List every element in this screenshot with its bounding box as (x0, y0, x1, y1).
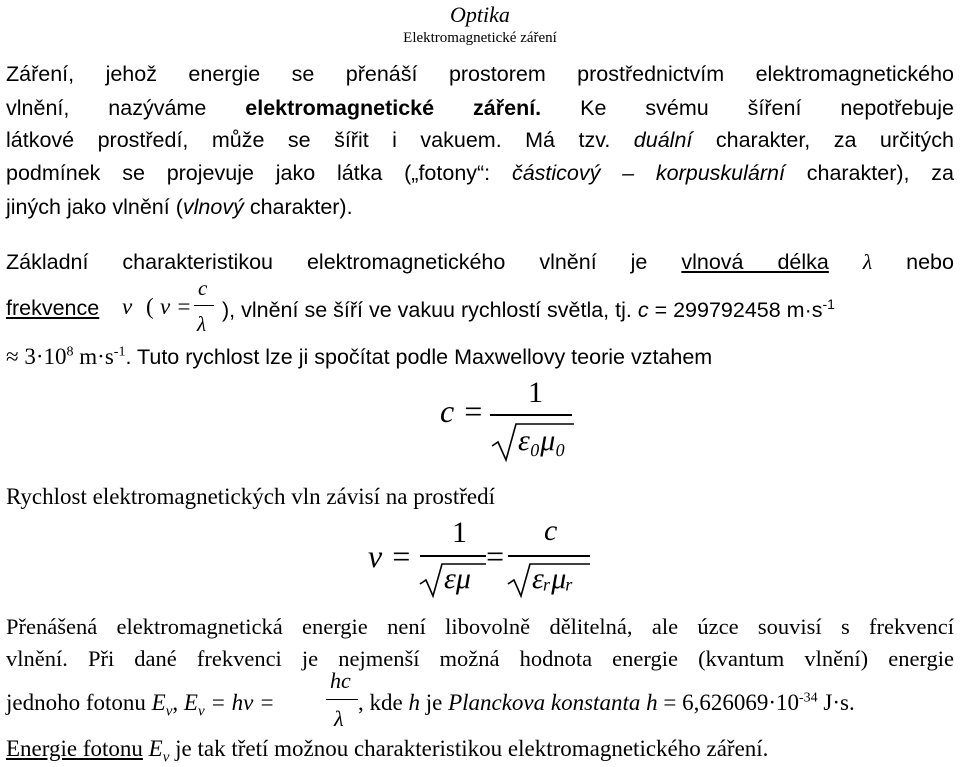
frac-denominator-lambda: λ (197, 312, 207, 336)
frac-denominator-lambda: λ (334, 706, 344, 731)
frac-numerator-c: c (198, 276, 208, 300)
p4-line-4 (6, 736, 768, 767)
p2-text: nebo (906, 250, 954, 274)
p4-line-2: vlnění. Při dané frekvenci je nejmenší možná hodnota energie (kvantum vlnění) energie (6, 646, 954, 671)
p1-line-3 (6, 128, 954, 153)
p1-text: podmínek se projevuje jako látka („fotony“: (6, 161, 491, 185)
exponent: -34 (798, 690, 818, 706)
h-symbol: h (646, 690, 658, 715)
exponent: 8 (66, 344, 74, 360)
eq2-numerator-1: 1 (452, 516, 467, 549)
p1-text: vlnění, nazýváme (6, 96, 207, 120)
frac-numerator-hc: hc (330, 668, 351, 693)
h-symbol: h (408, 690, 420, 715)
approx-symbol: ≈ (6, 344, 19, 369)
p1-italic-term: částicový – korpuskulární (511, 161, 785, 185)
nu-subscript: ν (165, 703, 173, 720)
eq2-numerator-2: c (544, 514, 558, 547)
p4-line-3-b (358, 690, 855, 716)
p1-text: jiných jako vlnění ( (6, 195, 183, 219)
p1-text: charakter, za určitých (715, 128, 954, 152)
planck-constant-label: Planckova konstanta (448, 690, 641, 715)
p2-underlined-term: frekvence (6, 296, 100, 320)
p2-line-2-b (222, 296, 835, 323)
p1-line-2 (6, 96, 954, 121)
eq1-denominator: ε₀μ₀ (518, 424, 566, 457)
p4-text: = 6,626069·10 (663, 690, 799, 715)
p4-text: je (425, 690, 443, 715)
p2-text: . Tuto rychlost lze ji spočítat podle Maxwellovy teorie vztahem (125, 345, 713, 369)
p1-text: Ke svému šíření nepotřebuje (580, 96, 954, 120)
nu-eq: ν = (160, 294, 192, 319)
p4-text: je tak třetí možnou charakteristikou elektromagnetického záření. (175, 736, 769, 761)
fraction-bar (194, 305, 214, 306)
p4-text: , (172, 690, 179, 715)
eq2-fraction-bar-2 (508, 555, 590, 557)
p2-line-1 (6, 250, 954, 275)
p2-text: 3·10 (24, 344, 67, 369)
exponent: -1 (822, 296, 835, 312)
energy-symbol: E (151, 690, 166, 715)
header-title: Optika (450, 2, 510, 27)
p2-text: = 299792458 m·s (654, 298, 823, 323)
eq2-eq: = (484, 538, 506, 574)
nu-subscript: ν (197, 703, 205, 720)
header-subtitle: Elektromagnetické záření (403, 30, 557, 46)
p4-line-1: Přenášená elektromagnetická energie není libovolně dělitelná, ale úzce souvisí s frekvencí (6, 614, 954, 639)
eq2-lhs: v = (368, 538, 412, 574)
p2-line-3 (6, 344, 712, 370)
p2-line-2-a (6, 296, 99, 321)
lambda-symbol: λ (862, 250, 873, 274)
p1-text: charakter), za (806, 161, 954, 185)
p3-line-1: Rychlost elektromagnetických vln závisí na prostředí (6, 484, 495, 509)
p2-text: Základní charakteristikou elektromagnetického vlnění je (6, 250, 648, 274)
energy-formula: = hν = (210, 690, 275, 715)
energy-symbol: E (148, 736, 163, 761)
p4-line-3-a (6, 690, 275, 721)
eq1-numerator: 1 (528, 376, 543, 409)
p4-text: , kde (358, 690, 403, 715)
p4-underlined-term: Energie fotonu (6, 736, 143, 761)
eq1-fraction-bar (490, 414, 572, 416)
p1-italic-term: duální (633, 128, 693, 152)
nu-symbol: ν (122, 294, 133, 319)
p1-line-5 (6, 195, 353, 220)
p4-text: jednoho fotonu (6, 690, 146, 715)
p1-text: charakter). (249, 195, 353, 219)
p2-text: ), vlnění se šíří ve vakuu rychlostí světla, tj. (222, 298, 632, 323)
eq2-fraction-bar-1 (420, 555, 486, 557)
paren-open: ( (146, 294, 154, 319)
energy-symbol: E (183, 690, 198, 715)
p2-underlined-term: vlnová délka (681, 250, 829, 274)
p1-italic-term: vlnový (182, 195, 244, 219)
nu-subscript: ν (162, 749, 170, 766)
exponent: -1 (113, 344, 126, 360)
p2-text: m·s (79, 344, 114, 369)
fraction-bar (326, 699, 358, 700)
eq2-denominator-2: εᵣμᵣ (532, 562, 574, 595)
p1-text: látkové prostředí, může se šířit i vakuem. Má tzv. (6, 128, 611, 152)
p4-text: J·s. (823, 690, 855, 715)
p1-line-4 (6, 161, 954, 186)
c-symbol: c (637, 298, 649, 323)
p1-bold-term: elektromagnetické záření. (245, 96, 542, 120)
eq1-lhs: c = (440, 393, 484, 429)
eq2-denominator-1: εμ (444, 562, 471, 595)
p1-line-1: Záření, jehož energie se přenáší prostorem prostřednictvím elektromagnetického (6, 62, 954, 86)
